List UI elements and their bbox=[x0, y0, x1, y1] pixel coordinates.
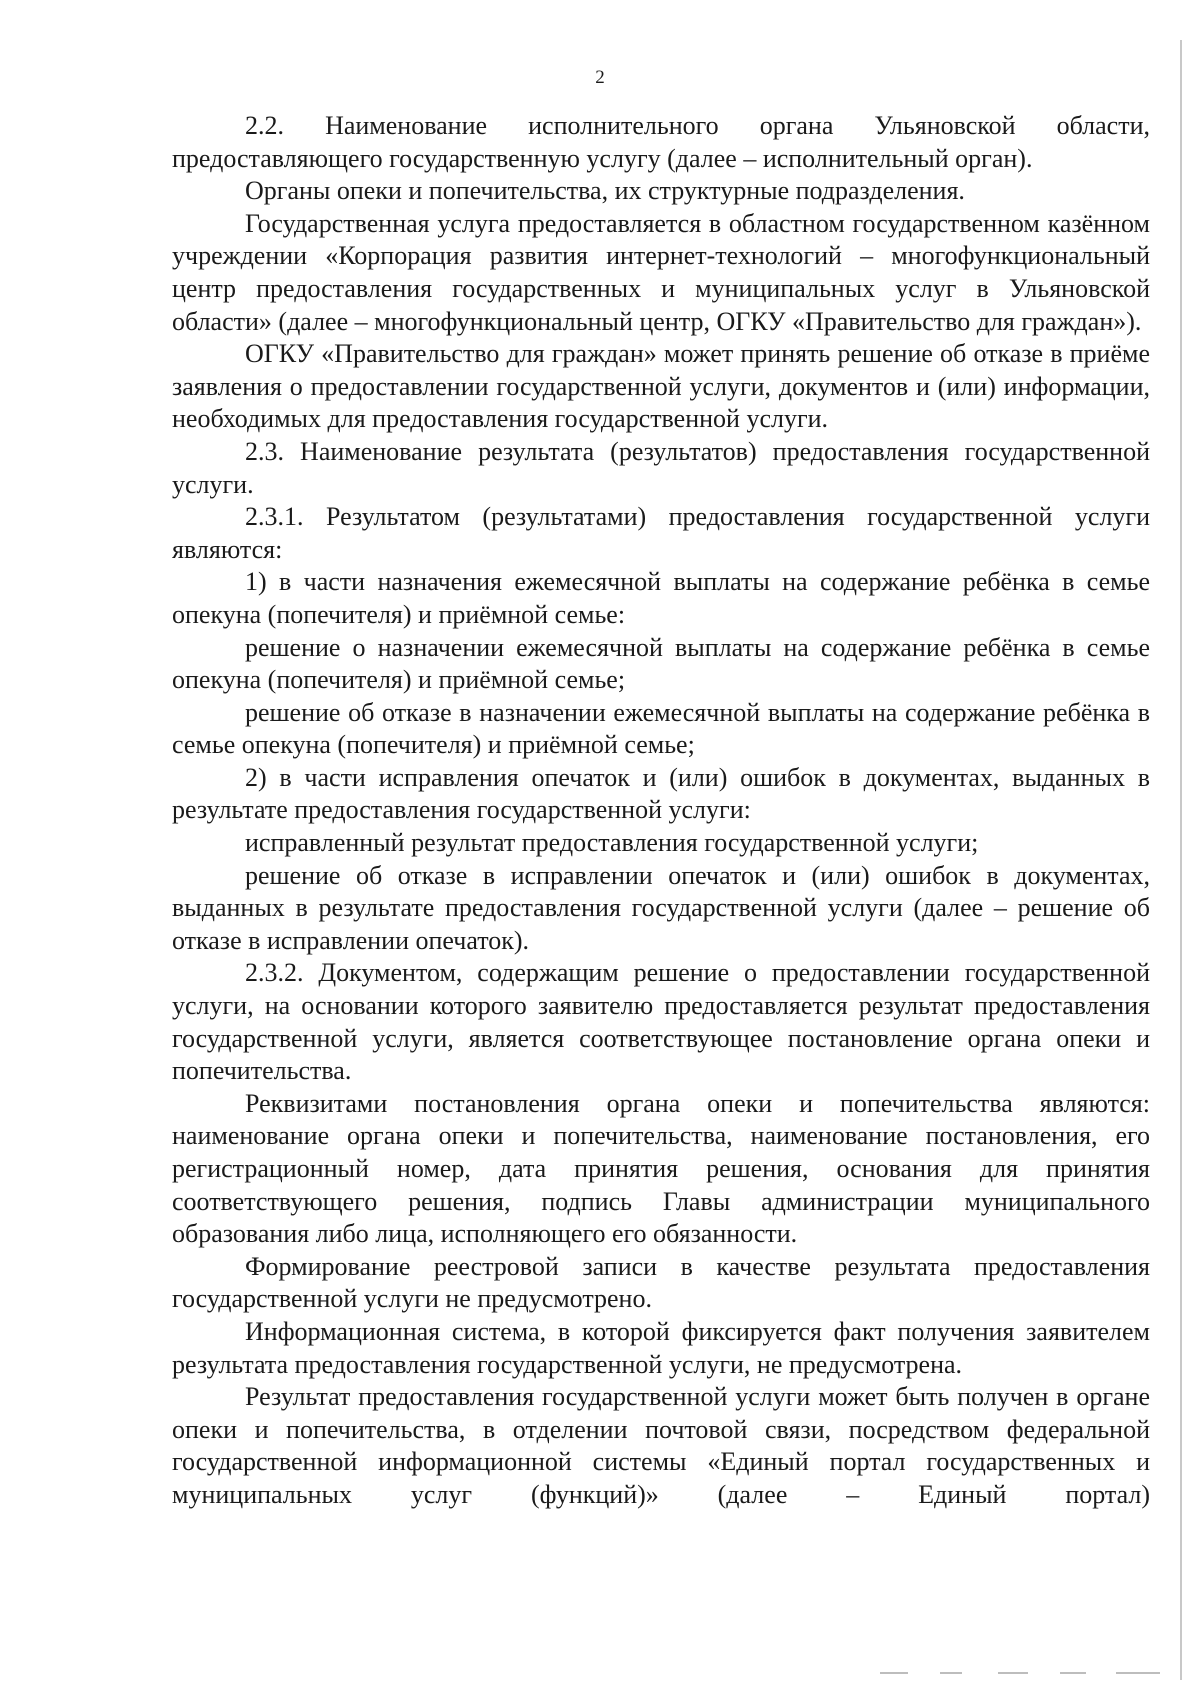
paragraph-result-delivery: Результат предоставления государственной услуги может быть получен в органе опеки и попечительства, в отделении почтовой связи, посредством федеральной государственной информационной системы «Единый портал государственных и муниципальных услуг (функций)» (далее – Единый портал) bbox=[172, 1382, 1150, 1509]
document-body bbox=[172, 110, 1150, 1512]
paragraph-requisites: Реквизитами постановления органа опеки и попечительства являются: наименование органа опеки и попечительства, наименование постановления, его регистрационный номер, дата принятия решения, основания для принятия соответствующего решения, подпись Главы администрации муниципального образования либо лица, исполняющего его обязанности. bbox=[172, 1088, 1150, 1249]
paragraph-item-1: 1) в части назначения ежемесячной выплаты на содержание ребёнка в семье опекуна (попечителя) и приёмной семье: bbox=[172, 567, 1150, 629]
paragraph-2-3: 2.3. Наименование результата (результатов) предоставления государственной услуги. bbox=[172, 436, 1150, 499]
paragraph-2-3-2: 2.3.2. Документом, содержащим решение о предоставлении государственной услуги, на основании которого заявителю предоставляется результат предоставления государственной услуги, является соответствующее постановление органа опеки и попечительства. bbox=[172, 958, 1150, 1086]
paragraph-2-2: 2.2. Наименование исполнительного органа Ульяновской области, предоставляющего государственную услугу (далее – исполнительный орган). bbox=[172, 111, 1150, 173]
scan-footer-marks bbox=[880, 1672, 1180, 1676]
paragraph-guardianship-bodies: Органы опеки и попечительства, их структурные подразделения. bbox=[245, 176, 965, 206]
paragraph-mfc: Государственная услуга предоставляется в областном государственном казённом учреждении «Корпорация развития интернет-технологий – многофункциональный центр предоставления государственных и муниципальных услуг в Ульяновской области» (далее – многофункциональный центр, ОГКУ «Правительство для граждан»). bbox=[172, 208, 1150, 336]
paragraph-refusal-correction: решение об отказе в исправлении опечаток и (или) ошибок в документах, выданных в результате предоставления государственной услуги (далее – решение об отказе в исправлении опечаток). bbox=[172, 860, 1150, 955]
page-number: 2 bbox=[595, 67, 605, 88]
paragraph-information-system: Информационная система, в которой фиксируется факт получения заявителем результата предоставления государственной услуги, не предусмотрена. bbox=[172, 1316, 1150, 1379]
paragraph-2-3-1: 2.3.1. Результатом (результатами) предоставления государственной услуги являются: bbox=[172, 502, 1150, 564]
paragraph-ogku-refusal: ОГКУ «Правительство для граждан» может принять решение об отказе в приёме заявления о предоставлении государственной услуги, документов и (или) информации, необходимых для предоставления государственной услуги. bbox=[172, 339, 1150, 434]
page-edge-shadow bbox=[1180, 40, 1182, 1680]
paragraph-decision-refusal: решение об отказе в назначении ежемесячной выплаты на содержание ребёнка в семье опекуна (попечителя) и приёмной семье; bbox=[172, 697, 1150, 760]
paragraph-decision-grant: решение о назначении ежемесячной выплаты на содержание ребёнка в семье опекуна (попечителя) и приёмной семье; bbox=[172, 632, 1150, 695]
paragraph-registry-record: Формирование реестровой записи в качестве результата предоставления государственной услуги не предусмотрено. bbox=[172, 1251, 1150, 1314]
paragraph-item-2: 2) в части исправления опечаток и (или) ошибок в документах, выданных в результате предоставления государственной услуги: bbox=[172, 762, 1150, 825]
paragraph-corrected-result: исправленный результат предоставления государственной услуги; bbox=[245, 828, 979, 858]
